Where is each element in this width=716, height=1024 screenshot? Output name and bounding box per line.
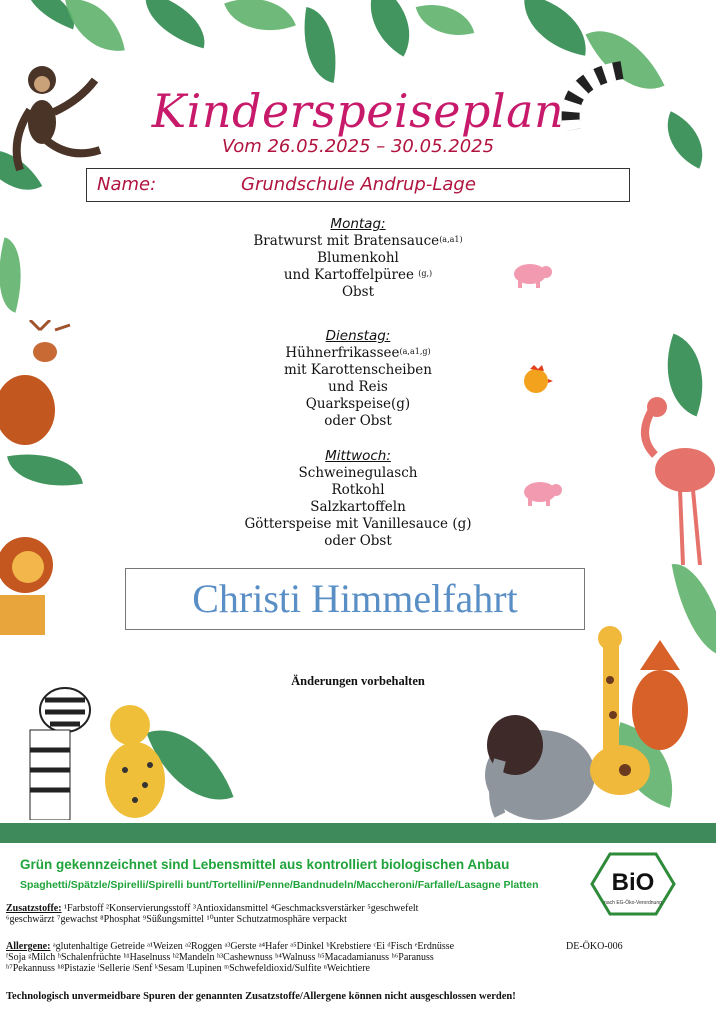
- changes-note: Änderungen vorbehalten: [291, 674, 425, 688]
- name-box: [86, 168, 630, 202]
- svg-text:BiO: BiO: [611, 869, 655, 896]
- holiday-box: Christi Himmelfahrt: [125, 568, 585, 630]
- zusatzstoffe-block: Zusatzstoffe: ¹Farbstoff ²Konservierungsstoff ³Antioxidansmittel ⁴Geschmacksverstärker ⁵geschwefelt ⁶geschwärzt ⁷gewachst ⁸Phosphat ⁹Süßungsmittel ¹⁰unter Schutzatmosphäre verpackt: [6, 903, 419, 925]
- menu-line: Rotkohl: [331, 482, 385, 498]
- bio-code: DE-ÖKO-006: [566, 941, 623, 952]
- pig-icon: [510, 258, 554, 290]
- menu-line: oder Obst: [324, 413, 392, 429]
- menu-line: Quarkspeise(g): [305, 396, 411, 412]
- elephant-icon: [470, 705, 600, 830]
- menu-line: Bratwurst mit Bratensauce$^{(a,a1)}$: [253, 233, 463, 249]
- bio-logo-icon: [590, 852, 676, 916]
- allergene-block: Allergene: ᵃglutenhaltige Getreide ᵃ¹Weizen ᵃ²Roggen ᵃ³Gerste ᵃ⁴Hafer ᵃ⁵Dinkel ᵇKrebstiere ᶜEi ᵈFisch ᵉErdnüsse ᶠSoja ᵍMilch ʰSchalenfrüchte ʰ¹Haselnuss ʰ²Mandeln ʰ³Cashewnuss ʰ⁴Walnuss ʰ⁵Macadamianuss ʰ⁶Paranuss ʰ⁷Pekannuss ʰ⁸Pistazie ⁱSellerie ʲSenf ᵏSesam ˡLupinen ᵐSchwefeldioxid/Sulfite ⁿWeichtiere: [6, 941, 455, 974]
- menu-line: Hühnerfrikassee$^{(a,a1,g)}$: [285, 345, 431, 361]
- zusatzstoffe-label: Zusatzstoffe:: [6, 903, 62, 914]
- footer-warning: Technologisch unvermeidbare Spuren der genannten Zusatzstoffe/Allergene können nicht ausgeschlossen werden!: [6, 991, 516, 1002]
- page-title: Kinderspeiseplan: [151, 84, 565, 138]
- chicken-icon: [520, 363, 554, 397]
- day-name: Montag:: [330, 216, 386, 232]
- school-name: Grundschule Andrup-Lage: [241, 174, 476, 195]
- menu-line: und Reis: [328, 379, 388, 395]
- bio-list: Spaghetti/Spätzle/Spirelli/Spirelli bunt/Tortellini/Penne/Bandnudeln/Maccheroni/Farfalle/Lasagne Platten: [20, 879, 539, 891]
- day-name: Dienstag:: [325, 328, 391, 344]
- menu-line: Obst: [341, 284, 375, 300]
- allergene-label: Allergene:: [6, 941, 51, 952]
- day-name: Mittwoch:: [325, 448, 391, 464]
- pig-icon: [520, 476, 564, 508]
- menu-line: und Kartoffelpüree $^{(g,)}$: [283, 267, 433, 283]
- svg-text:nach EG-Öko-Verordnung: nach EG-Öko-Verordnung: [604, 900, 662, 906]
- name-label: Name:: [97, 174, 157, 195]
- fox-icon: [630, 640, 690, 750]
- ground-strip: [0, 823, 716, 843]
- leopard-icon: [95, 700, 175, 820]
- menu-line: Blumenkohl: [317, 250, 399, 266]
- menu-line: Götterspeise mit Vanillesauce (g): [244, 516, 472, 532]
- menu-line: Salzkartoffeln: [310, 499, 406, 515]
- menu-line: oder Obst: [324, 533, 392, 549]
- menu-line: Schweinegulasch: [298, 465, 418, 481]
- menu-line: mit Karottenscheiben: [284, 362, 432, 378]
- date-range: Vom 26.05.2025 – 30.05.2025: [221, 136, 495, 157]
- day-wednesday: [0, 448, 716, 550]
- bio-headline: Grün gekennzeichnet sind Lebensmittel aus kontrolliert biologischen Anbau: [20, 857, 510, 872]
- day-tuesday: [0, 328, 716, 430]
- day-monday: [0, 216, 716, 301]
- zebra-icon: [10, 670, 100, 820]
